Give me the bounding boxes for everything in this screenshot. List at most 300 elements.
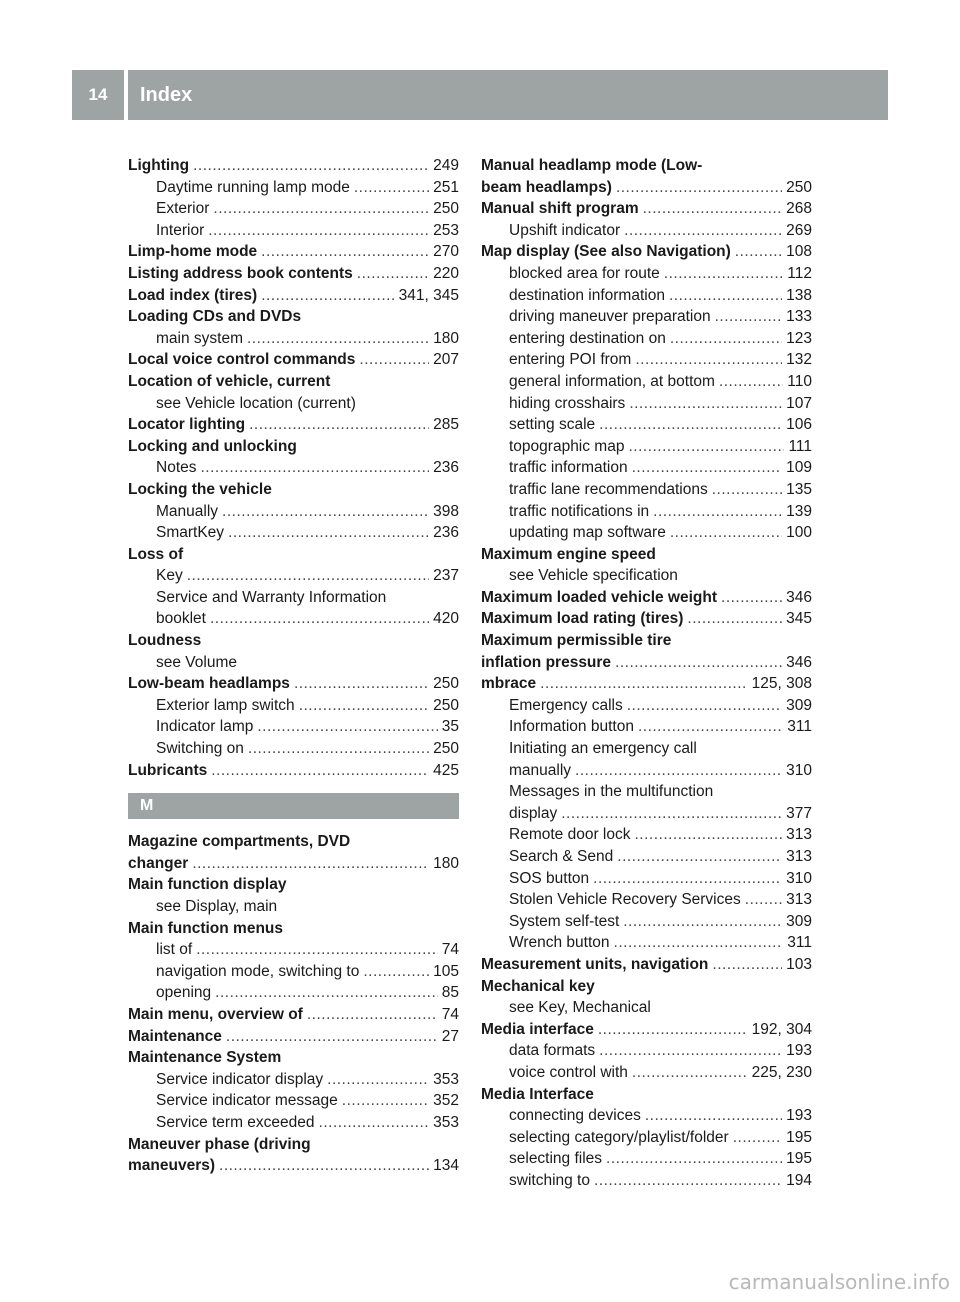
entry-text: topographic map bbox=[509, 437, 625, 455]
page-reference: 250 bbox=[786, 178, 812, 196]
entry-text: Manually bbox=[156, 502, 219, 520]
index-subentry bbox=[128, 608, 459, 630]
page-reference: 270 bbox=[433, 243, 459, 261]
index-entry bbox=[481, 155, 812, 177]
page-reference: 377 bbox=[786, 804, 812, 822]
leader-dots bbox=[208, 220, 429, 242]
leader-dots bbox=[575, 760, 782, 782]
leader-dots bbox=[638, 716, 783, 738]
index-entry bbox=[481, 198, 812, 220]
page-reference: 134 bbox=[433, 1157, 459, 1175]
entry-text: voice control with bbox=[509, 1063, 628, 1081]
leader-dots bbox=[735, 241, 782, 263]
page-reference: 311 bbox=[787, 718, 812, 736]
entry-text: booklet bbox=[156, 610, 206, 628]
index-subentry bbox=[481, 522, 812, 544]
page-reference: 309 bbox=[786, 696, 812, 714]
index-subentry bbox=[481, 393, 812, 415]
index-subentry bbox=[481, 349, 812, 371]
leader-dots bbox=[193, 155, 429, 177]
index-subentry bbox=[128, 1112, 459, 1134]
page-reference: 207 bbox=[433, 351, 459, 369]
page-reference: 110 bbox=[787, 372, 812, 390]
leader-dots bbox=[599, 414, 782, 436]
index-entry bbox=[128, 630, 459, 652]
leader-dots bbox=[201, 457, 430, 479]
entry-text: Media Interface bbox=[481, 1085, 594, 1103]
page-number: 14 bbox=[88, 85, 108, 104]
leader-dots bbox=[632, 457, 783, 479]
index-entry bbox=[128, 831, 459, 853]
leader-dots bbox=[261, 241, 429, 263]
index-entry bbox=[481, 241, 812, 263]
entry-text: Initiating an emergency call bbox=[509, 740, 697, 758]
page-reference: 35 bbox=[441, 718, 459, 736]
leader-dots bbox=[669, 285, 782, 307]
index-entry bbox=[481, 1084, 812, 1106]
index-subentry bbox=[481, 501, 812, 523]
entry-text: Remote door lock bbox=[509, 826, 631, 844]
page-reference: 268 bbox=[786, 200, 812, 218]
entry-text: Information button bbox=[509, 718, 634, 736]
index-entry bbox=[128, 263, 459, 285]
entry-text: Maintenance bbox=[128, 1027, 222, 1045]
index-subentry bbox=[481, 436, 812, 458]
page-reference: 250 bbox=[433, 696, 459, 714]
entry-text: Locator lighting bbox=[128, 416, 246, 434]
entry-text: Daytime running lamp mode bbox=[156, 178, 350, 196]
page-reference: 111 bbox=[788, 437, 812, 455]
page-title: Index bbox=[140, 83, 193, 106]
leader-dots bbox=[624, 220, 782, 242]
index-entry bbox=[128, 874, 459, 896]
leader-dots bbox=[670, 522, 782, 544]
index-entry bbox=[481, 177, 812, 199]
page-reference: 310 bbox=[786, 869, 812, 887]
page-reference: 123 bbox=[786, 329, 812, 347]
index-entry bbox=[481, 673, 812, 695]
index-subentry bbox=[128, 896, 459, 918]
index-entry bbox=[128, 371, 459, 393]
leader-dots bbox=[629, 393, 782, 415]
entry-text: main system bbox=[156, 329, 243, 347]
leader-dots bbox=[342, 1090, 429, 1112]
index-subentry bbox=[128, 393, 459, 415]
index-subentry bbox=[128, 522, 459, 544]
page-reference: 253 bbox=[433, 221, 459, 239]
page-reference: 420 bbox=[433, 610, 459, 628]
page-reference: 311 bbox=[787, 934, 812, 952]
index-subentry bbox=[481, 306, 812, 328]
leader-dots bbox=[327, 1069, 429, 1091]
entry-text: Switching on bbox=[156, 740, 244, 758]
entry-text: driving maneuver preparation bbox=[509, 308, 711, 326]
page-reference: 125, 308 bbox=[751, 675, 812, 693]
leader-dots bbox=[712, 954, 782, 976]
leader-dots bbox=[299, 695, 429, 717]
entry-text: Limp-home mode bbox=[128, 243, 258, 261]
index-entry bbox=[481, 630, 812, 652]
entry-text: setting scale bbox=[509, 416, 596, 434]
leader-dots bbox=[635, 349, 782, 371]
index-entry bbox=[128, 155, 459, 177]
leader-dots bbox=[210, 608, 429, 630]
page-reference: 107 bbox=[786, 394, 812, 412]
entry-text: SOS button bbox=[509, 869, 590, 887]
entry-text: Local voice control commands bbox=[128, 351, 356, 369]
index-subentry bbox=[128, 1090, 459, 1112]
entry-text: Wrench button bbox=[509, 934, 610, 952]
entry-text: Maneuver phase (driving bbox=[128, 1135, 311, 1153]
page-reference: 103 bbox=[786, 955, 812, 973]
page-reference: 309 bbox=[786, 912, 812, 930]
leader-dots bbox=[211, 760, 429, 782]
page-reference: 398 bbox=[433, 502, 459, 520]
entry-text: manually bbox=[509, 761, 572, 779]
entry-text: Location of vehicle, current bbox=[128, 372, 331, 390]
entry-text: Loading CDs and DVDs bbox=[128, 308, 302, 326]
leader-dots bbox=[540, 673, 748, 695]
entry-text: blocked area for route bbox=[509, 264, 660, 282]
index-subentry bbox=[128, 177, 459, 199]
entry-text: hiding crosshairs bbox=[509, 394, 626, 412]
index-entry bbox=[128, 1155, 459, 1177]
leader-dots bbox=[257, 716, 437, 738]
entry-text: display bbox=[509, 804, 558, 822]
leader-dots bbox=[598, 1019, 748, 1041]
entry-text: Maximum loaded vehicle weight bbox=[481, 588, 718, 606]
index-subentry bbox=[128, 652, 459, 674]
page-reference: 74 bbox=[441, 941, 459, 959]
index-entry bbox=[128, 853, 459, 875]
leader-dots bbox=[606, 1148, 782, 1170]
index-subentry bbox=[481, 846, 812, 868]
index-subentry bbox=[128, 1069, 459, 1091]
leader-dots bbox=[222, 501, 429, 523]
page-reference: 341, 345 bbox=[398, 286, 459, 304]
page-reference: 74 bbox=[441, 1005, 459, 1023]
page-reference: 194 bbox=[786, 1171, 812, 1189]
entry-text: Notes bbox=[156, 459, 197, 477]
index-subentry bbox=[481, 1040, 812, 1062]
leader-dots bbox=[294, 673, 429, 695]
leader-dots bbox=[594, 1170, 782, 1192]
entry-text: destination information bbox=[509, 286, 665, 304]
entry-text: Magazine compartments, DVD bbox=[128, 833, 351, 851]
page-reference: 192, 304 bbox=[751, 1020, 812, 1038]
leader-dots bbox=[615, 652, 782, 674]
leader-dots bbox=[561, 803, 782, 825]
leader-dots bbox=[249, 414, 429, 436]
entry-text: Exterior lamp switch bbox=[156, 696, 295, 714]
leader-dots bbox=[721, 587, 782, 609]
leader-dots bbox=[248, 738, 429, 760]
index-entry bbox=[128, 673, 459, 695]
page-reference: 193 bbox=[786, 1107, 812, 1125]
leader-dots bbox=[664, 263, 783, 285]
page-reference: 225, 230 bbox=[751, 1063, 812, 1081]
leader-dots bbox=[357, 263, 429, 285]
entry-text: Main function display bbox=[128, 876, 287, 894]
index-column-left bbox=[128, 155, 459, 1177]
entry-text: Locking the vehicle bbox=[128, 480, 272, 498]
index-subentry bbox=[128, 695, 459, 717]
index-subentry bbox=[481, 1062, 812, 1084]
leader-dots bbox=[670, 328, 782, 350]
entry-text: opening bbox=[156, 984, 212, 1002]
entry-text: Maximum load rating (tires) bbox=[481, 610, 684, 628]
index-subentry bbox=[481, 760, 812, 782]
index-subentry bbox=[481, 868, 812, 890]
leader-dots bbox=[261, 285, 394, 307]
entry-text: traffic lane recommendations bbox=[509, 480, 708, 498]
entry-text: Maintenance System bbox=[128, 1049, 282, 1067]
leader-dots bbox=[623, 911, 782, 933]
leader-dots bbox=[192, 853, 429, 875]
entry-text: data formats bbox=[509, 1042, 596, 1060]
page-reference: 249 bbox=[433, 157, 459, 174]
entry-text: Main function menus bbox=[128, 919, 283, 937]
page-reference: 100 bbox=[786, 524, 812, 542]
entry-text: Lighting bbox=[128, 157, 190, 174]
leader-dots bbox=[653, 501, 782, 523]
entry-text: see Vehicle location (current) bbox=[156, 394, 356, 412]
index-entry bbox=[128, 479, 459, 501]
entry-text: Loss of bbox=[128, 545, 184, 563]
leader-dots bbox=[226, 1026, 438, 1048]
leader-dots bbox=[643, 198, 783, 220]
index-subentry bbox=[481, 328, 812, 350]
page-reference: 250 bbox=[433, 740, 459, 758]
leader-dots bbox=[599, 1040, 782, 1062]
section-header: M bbox=[128, 793, 459, 819]
leader-dots bbox=[719, 371, 783, 393]
index-subentry bbox=[481, 889, 812, 911]
leader-dots bbox=[745, 889, 782, 911]
index-subentry bbox=[128, 501, 459, 523]
page-reference: 195 bbox=[786, 1128, 812, 1146]
leader-dots bbox=[628, 436, 784, 458]
index-entry bbox=[128, 306, 459, 328]
page-reference: 346 bbox=[786, 588, 812, 606]
entry-text: Exterior bbox=[156, 200, 210, 218]
page-reference: 313 bbox=[786, 891, 812, 909]
entry-text: entering POI from bbox=[509, 351, 632, 369]
leader-dots bbox=[307, 1004, 438, 1026]
entry-text: Locking and unlocking bbox=[128, 437, 297, 455]
index-entry bbox=[128, 414, 459, 436]
entry-text: see Volume bbox=[156, 653, 237, 671]
entry-text: Lubricants bbox=[128, 761, 208, 779]
entry-text: see Vehicle specification bbox=[509, 567, 678, 585]
page-reference: 133 bbox=[786, 308, 812, 326]
entry-text: updating map software bbox=[509, 524, 666, 542]
page-reference: 313 bbox=[786, 848, 812, 865]
page-reference: 237 bbox=[433, 567, 459, 585]
entry-text: general information, at bottom bbox=[509, 372, 715, 390]
index-subentry bbox=[481, 911, 812, 933]
page-reference: 346 bbox=[786, 653, 812, 671]
entry-text: Service term exceeded bbox=[156, 1113, 315, 1131]
leader-dots bbox=[213, 198, 429, 220]
page-reference: 236 bbox=[433, 524, 459, 542]
leader-dots bbox=[616, 177, 782, 199]
entry-text: list of bbox=[156, 941, 193, 959]
entry-text: Upshift indicator bbox=[509, 221, 621, 239]
index-subentry bbox=[128, 738, 459, 760]
watermark: carmanualsonline.info bbox=[728, 1270, 950, 1294]
index-entry bbox=[128, 544, 459, 566]
entry-text: Emergency calls bbox=[509, 696, 623, 714]
page-header bbox=[72, 70, 888, 120]
page-reference: 310 bbox=[786, 761, 812, 779]
page-reference: 132 bbox=[786, 351, 812, 369]
leader-dots bbox=[354, 177, 429, 199]
entry-text: maneuvers) bbox=[128, 1157, 216, 1175]
entry-text: selecting category/playlist/folder bbox=[509, 1128, 729, 1146]
leader-dots bbox=[215, 982, 438, 1004]
leader-dots bbox=[632, 1062, 748, 1084]
index-entry bbox=[128, 349, 459, 371]
page-reference: 135 bbox=[786, 480, 812, 498]
entry-text: inflation pressure bbox=[481, 653, 612, 671]
index-subentry bbox=[481, 997, 812, 1019]
index-subentry bbox=[481, 263, 812, 285]
index-subentry bbox=[481, 803, 812, 825]
index-entry bbox=[481, 954, 812, 976]
entry-text: navigation mode, switching to bbox=[156, 962, 360, 980]
page-reference: 269 bbox=[786, 221, 812, 239]
leader-dots bbox=[363, 961, 429, 983]
index-subentry bbox=[128, 961, 459, 983]
index-entry bbox=[481, 587, 812, 609]
index-subentry bbox=[128, 198, 459, 220]
entry-text: changer bbox=[128, 854, 189, 872]
entry-text: Media interface bbox=[481, 1020, 594, 1038]
header-divider bbox=[124, 70, 128, 120]
index-subentry bbox=[481, 479, 812, 501]
index-subentry bbox=[481, 1148, 812, 1170]
page-reference: 250 bbox=[433, 675, 459, 693]
entry-text: mbrace bbox=[481, 675, 537, 693]
index-subentry bbox=[481, 565, 812, 587]
entry-text: Mechanical key bbox=[481, 977, 595, 995]
page-reference: 425 bbox=[433, 761, 459, 779]
index-entry bbox=[128, 760, 459, 782]
entry-text: Indicator lamp bbox=[156, 718, 254, 736]
leader-dots bbox=[715, 306, 783, 328]
entry-text: Service and Warranty Information bbox=[156, 588, 387, 606]
index-entry bbox=[128, 436, 459, 458]
index-subentry bbox=[481, 285, 812, 307]
page-reference: 195 bbox=[786, 1150, 812, 1168]
page-reference: 109 bbox=[786, 459, 812, 477]
index-subentry bbox=[481, 1127, 812, 1149]
index-subentry bbox=[481, 1105, 812, 1127]
page-reference: 112 bbox=[787, 264, 812, 282]
entry-text: switching to bbox=[509, 1171, 590, 1189]
entry-text: Measurement units, navigation bbox=[481, 955, 709, 973]
leader-dots bbox=[617, 846, 782, 868]
entry-text: Stolen Vehicle Recovery Services bbox=[509, 891, 741, 909]
page-reference: 236 bbox=[433, 459, 459, 477]
index-subentry bbox=[481, 716, 812, 738]
index-subentry bbox=[128, 716, 459, 738]
leader-dots bbox=[687, 608, 782, 630]
entry-text: see Display, main bbox=[156, 898, 278, 915]
entry-text: Messages in the multifunction bbox=[509, 783, 714, 801]
index-subentry bbox=[128, 587, 459, 609]
index-entry bbox=[481, 608, 812, 630]
index-entry bbox=[128, 1134, 459, 1156]
index-entry bbox=[128, 285, 459, 307]
entry-text: Maximum engine speed bbox=[481, 545, 656, 563]
entry-text: Service indicator message bbox=[156, 1092, 338, 1110]
entry-text: traffic notifications in bbox=[509, 502, 650, 520]
entry-text: Listing address book contents bbox=[128, 264, 353, 282]
index-entry bbox=[481, 1019, 812, 1041]
page-reference: 193 bbox=[786, 1042, 812, 1060]
index-subentry bbox=[481, 738, 812, 760]
index-entry bbox=[481, 544, 812, 566]
index-entry bbox=[481, 976, 812, 998]
leader-dots bbox=[228, 522, 429, 544]
entry-text: Low-beam headlamps bbox=[128, 675, 290, 693]
index-subentry bbox=[481, 457, 812, 479]
entry-text: connecting devices bbox=[509, 1107, 641, 1125]
entry-text: Load index (tires) bbox=[128, 286, 258, 304]
leader-dots bbox=[359, 349, 429, 371]
leader-dots bbox=[634, 824, 782, 846]
index-subentry bbox=[481, 220, 812, 242]
leader-dots bbox=[614, 932, 784, 954]
index-subentry bbox=[481, 824, 812, 846]
page-reference: 353 bbox=[433, 1070, 459, 1088]
page-reference: 105 bbox=[433, 962, 459, 980]
entry-text: Maximum permissible tire bbox=[481, 632, 672, 650]
page-reference: 108 bbox=[786, 243, 812, 261]
page-reference: 251 bbox=[433, 178, 459, 196]
index-subentry bbox=[481, 1170, 812, 1192]
entry-text: Manual headlamp mode (Low- bbox=[481, 157, 703, 174]
entry-text: Search & Send bbox=[509, 848, 614, 865]
page-reference: 106 bbox=[786, 416, 812, 434]
index-subentry bbox=[128, 565, 459, 587]
leader-dots bbox=[645, 1105, 782, 1127]
entry-text: Key bbox=[156, 567, 183, 585]
entry-text: entering destination on bbox=[509, 329, 666, 347]
page-reference: 138 bbox=[786, 286, 812, 304]
leader-dots bbox=[319, 1112, 430, 1134]
entry-text: Map display (See also Navigation) bbox=[481, 243, 731, 261]
index-subentry bbox=[481, 781, 812, 803]
page-reference: 313 bbox=[786, 826, 812, 844]
index-subentry bbox=[128, 982, 459, 1004]
entry-text: Manual shift program bbox=[481, 200, 639, 218]
page-reference: 353 bbox=[433, 1113, 459, 1131]
index-entry bbox=[128, 241, 459, 263]
page-reference: 250 bbox=[433, 200, 459, 218]
index-subentry bbox=[128, 220, 459, 242]
entry-text: SmartKey bbox=[156, 524, 225, 542]
leader-dots bbox=[196, 939, 438, 961]
leader-dots bbox=[733, 1127, 782, 1149]
index-subentry bbox=[481, 932, 812, 954]
page-reference: 180 bbox=[433, 329, 459, 347]
leader-dots bbox=[627, 695, 782, 717]
leader-dots bbox=[187, 565, 429, 587]
page-reference: 285 bbox=[433, 416, 459, 434]
